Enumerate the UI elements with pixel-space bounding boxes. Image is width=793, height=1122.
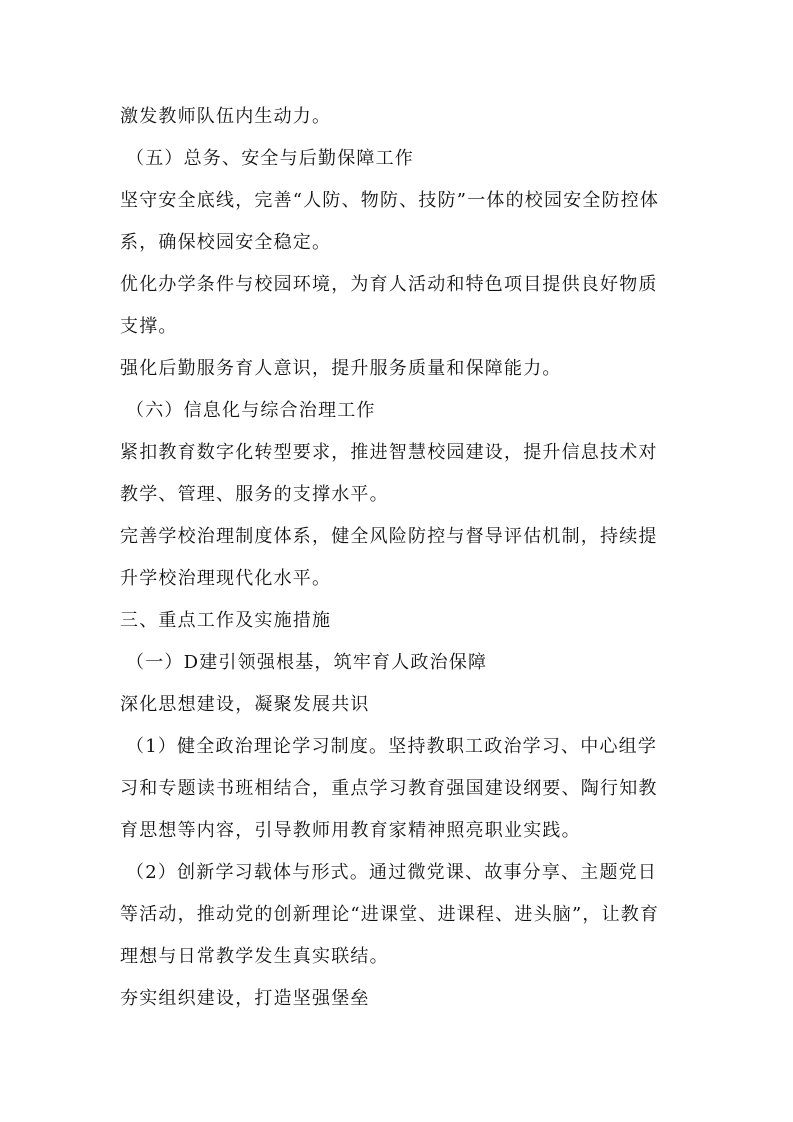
paragraph-line: 支撑。 (120, 316, 178, 337)
paragraph-line: 理想与日常教学发生真实联结。 (120, 946, 389, 967)
section-heading: （五）总务、安全与后勤保障工作 (126, 148, 414, 169)
paragraph-line: 强化后勤服务育人意识，提升服务质量和保障能力。 (120, 358, 562, 379)
paragraph-line: 紧扣教育数字化转型要求，推进智慧校园建设，提升信息技术对 (120, 442, 658, 463)
paragraph-line: （1）健全政治理论学习制度。坚持教职工政治学习、中心组学 (126, 736, 658, 757)
paragraph-line: 激发教师队伍内生动力。 (120, 106, 332, 127)
section-heading: （六）信息化与综合治理工作 (126, 400, 376, 421)
subsection-heading: 夯实组织建设，打造坚强堡垒 (120, 988, 370, 1009)
paragraph-line: 系，确保校园安全稳定。 (120, 232, 332, 253)
paragraph-line: 完善学校治理制度体系，健全风险防控与督导评估机制，持续提 (120, 526, 658, 547)
paragraph-line: 育思想等内容，引导教师用教育家精神照亮职业实践。 (120, 820, 581, 841)
subsection-heading: 深化思想建设，凝聚发展共识 (120, 694, 370, 715)
section-heading: （一）D建引领强根基，筑牢育人政治保障 (126, 652, 488, 673)
paragraph-line: 教学、管理、服务的支撑水平。 (120, 484, 389, 505)
paragraph-line: 升学校治理现代化水平。 (120, 568, 332, 589)
paragraph-line: 习和专题读书班相结合，重点学习教育强国建设纲要、陶行知教 (120, 778, 658, 799)
paragraph-line: 坚守安全底线，完善“人防、物防、技防”一体的校园安全防控体 (120, 190, 660, 211)
paragraph-line: 优化办学条件与校园环境，为育人活动和特色项目提供良好物质 (120, 274, 658, 295)
paragraph-line: 等活动，推动党的创新理论“进课堂、进课程、进头脑”，让教育 (120, 904, 660, 925)
chapter-heading: 三、重点工作及实施措施 (120, 610, 332, 631)
paragraph-line: （2）创新学习载体与形式。通过微党课、故事分享、主题党日 (126, 862, 658, 883)
